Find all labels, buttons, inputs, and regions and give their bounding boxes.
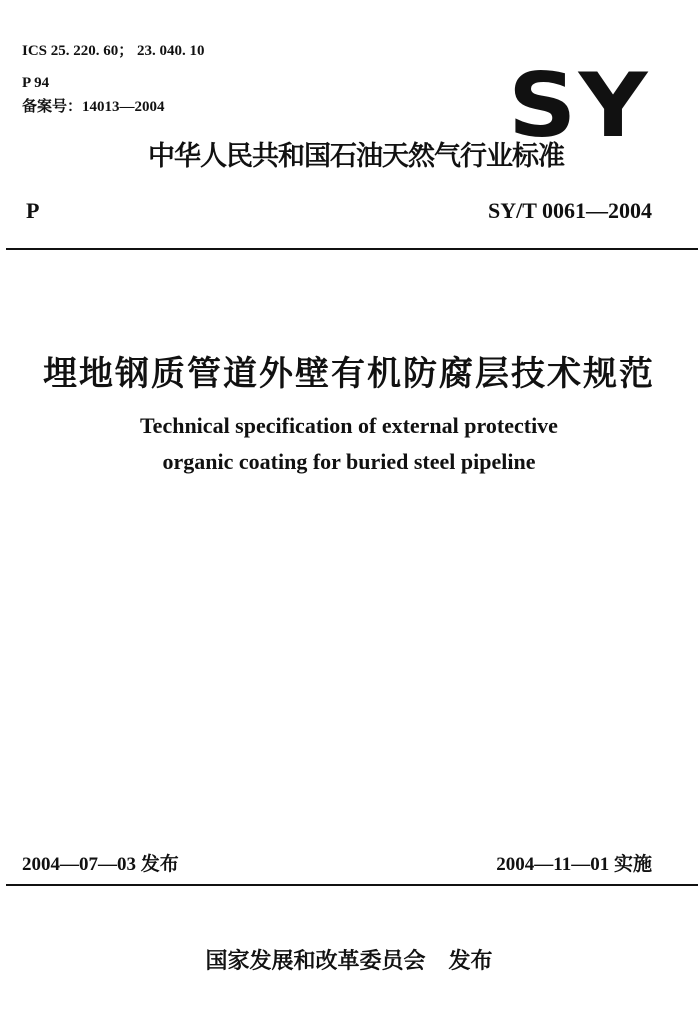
record-number: 备案号：14013—2004: [22, 99, 165, 115]
issue-date: [22, 852, 179, 877]
document-title-chinese: 埋地钢质管道外壁有机防腐层技术规范: [43, 354, 655, 394]
issue-date-label: 发布: [140, 853, 179, 875]
header-divider: [6, 248, 698, 250]
publisher-name: 国家发展和改革委员会: [205, 949, 426, 974]
sy-logo: SY: [508, 54, 650, 157]
implementation-date-value: 2004—11—01: [496, 854, 610, 875]
classification-letter: P: [26, 198, 40, 223]
standard-number: SY/T 0061—2004: [487, 198, 652, 223]
footer-divider: [6, 884, 698, 886]
implementation-date-label: 实施: [613, 853, 652, 875]
document-title-english-line-2: organic coating for buried steel pipeline: [162, 449, 536, 474]
publisher-line: [0, 948, 698, 976]
publish-label: 发布: [448, 949, 493, 974]
implementation-date: [496, 852, 652, 877]
standard-type-heading: 中华人民共和国石油天然气行业标准: [148, 141, 564, 172]
document-title-english-line-1: Technical specification of external protective: [140, 413, 558, 438]
ics-code: ICS 25. 220. 60； 23. 040. 10: [22, 43, 205, 59]
issue-date-value: 2004—07—03: [22, 854, 136, 875]
ccs-code: P 94: [22, 75, 50, 91]
